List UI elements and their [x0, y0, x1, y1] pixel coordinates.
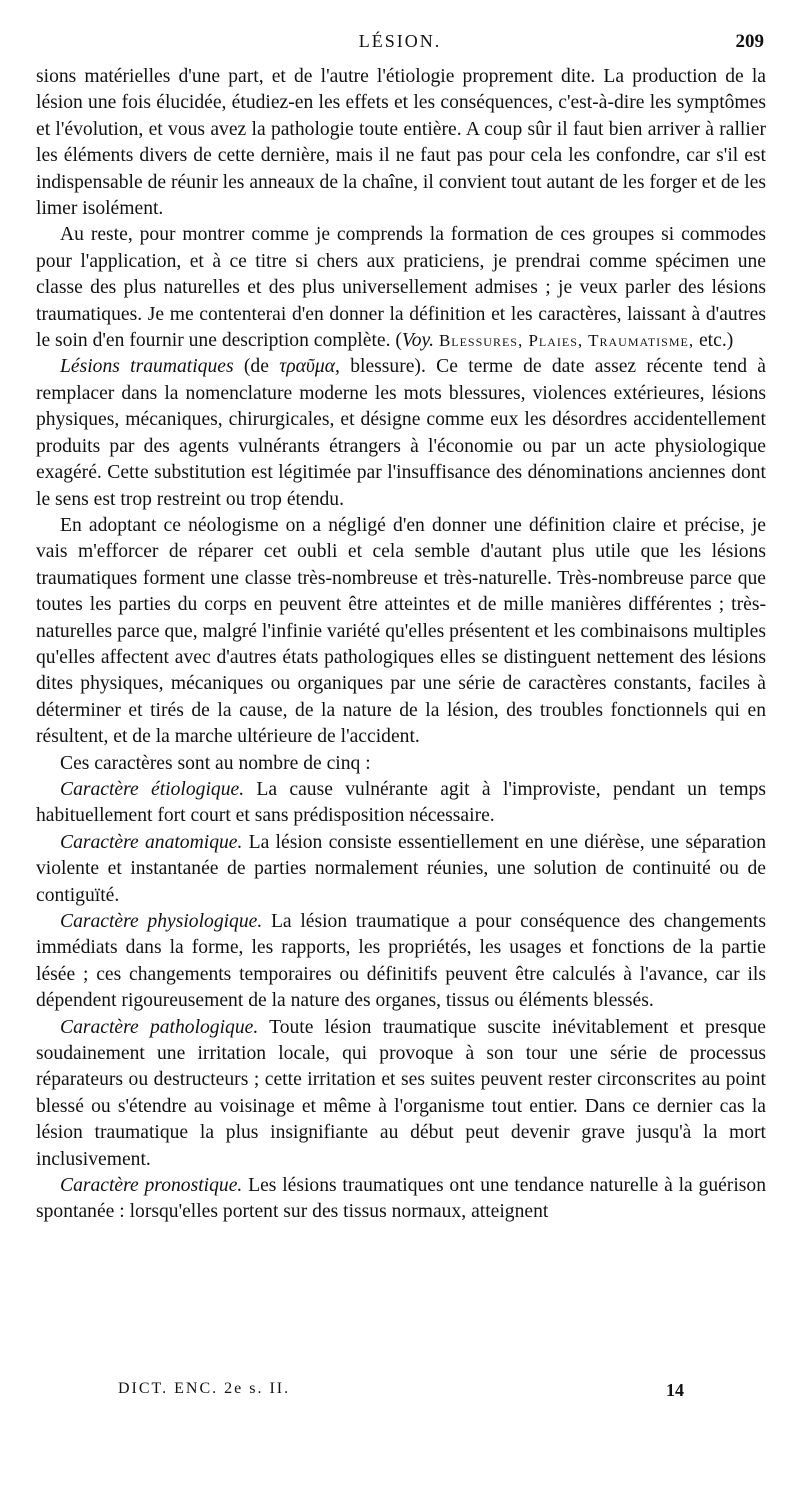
physiologique-text: La lésion traumatique a pour conséquence des changements immédiats dans la forme, les rapports, les propriétés, les usages et fonctions de la partie lésée ; ces changements temporaires ou définitifs peuvent être calculés à l'avance, car ils dépendent rigoureusement de la nature des organes, tissus ou éléments blessés. [36, 911, 766, 1012]
pronostique-text: Les lésions traumatiques ont une tendance naturelle à la guérison spontanée : lorsqu'elles portent sur des tissus normaux, atteignent [36, 1175, 766, 1223]
term-physiologique: Caractère physiologique. [60, 911, 263, 932]
caractere-physiologique [36, 909, 766, 1015]
sheet-number: 14 [666, 1380, 684, 1400]
term-etiologique: Caractère étiologique. [60, 778, 245, 800]
running-title: LÉSION. [358, 31, 442, 51]
body-text [36, 64, 766, 1226]
paragraph-2-text: Au reste, pour montrer comme je comprends la formation de ces groupes si commodes pour l'application, et à ce titre si chers aux praticiens, je prendrai comme spécimen une classe des plus naturelles et des plus universellement admises ; je veux parler des lésions traumatiques. Je me contenterai d'en donner la définition et les caractères, laissant à d'autres le soin d'en fournir une description complète. ( [36, 224, 766, 352]
paragraph-2 [36, 222, 766, 354]
printer-signature: DICT. ENC. 2e s. II. [118, 1380, 291, 1397]
paragraph-4-text: En adoptant ce néologisme on a négligé d'en donner une définition claire et précise, je vais m'efforcer de réparer cet oubli et cela semble d'autant plus utile que les lésions traumatiques forment une classe très-nombreuse et très-naturelle. Très-nombreuse parce que toutes les parties du corps en peuvent être atteintes et de mille manières différentes ; très-naturelles parce que, malgré l'infinie variété qu'elles présentent et les combinaisons multiples qu'elles affectent avec d'autres états pathologiques elles se distinguent nettement des lésions dites physiques, mécaniques ou organiques par une série de caractères constants, faciles à déterminer et tirés de la cause, de la nature de la lésion, des troubles fonctionnels qui en résultent, et de la marche ultérieure de l'accident. [36, 514, 766, 748]
caractere-anatomique [36, 830, 766, 909]
cross-references: Blessures, Plaies, Traumatisme, [438, 331, 695, 351]
definition-text: blessure). Ce terme de date assez récente tend à remplacer dans la nomenclature moderne les mots blessures, violences extérieures, lésions physiques, mécaniques, chirurgicales, et désigne comme eux les désordres accidentellement produits par des agents vulnérants étrangers à l'économie ou par un acte physiologique exagéré. Cette substitution est légitimée par l'insuffisance des dénominations anciennes dont le sens est trop restreint ou trop étendu. [36, 356, 766, 510]
paragraph-5 [36, 751, 766, 777]
term-anatomique: Caractère anatomique. [60, 831, 243, 853]
caractere-pathologique [36, 1015, 766, 1173]
greek-word: τραῦμα, [279, 356, 340, 378]
caractere-pronostique [36, 1173, 766, 1226]
paragraph-2-end: etc.) [694, 330, 734, 352]
paragraph-1-text: sions matérielles d'une part, et de l'autre l'étiologie proprement dite. La production de la lésion une fois élucidée, étudiez-en les effets et les conséquences, c'est-à-dire les symptômes et l'évolution, et vous avez la pathologie toute entière. A coup sûr il faut bien arriver à rallier les éléments divers de cette dernière, mais il ne faut pas pour cela les confondre, car s'il est indispensable de réunir les anneaux de la chaîne, il convient tout autant de les forger et de les limer isolément. [36, 66, 766, 220]
term-lesions-traumatiques: Lésions traumatiques [60, 356, 234, 378]
pathologique-text: Toute lésion traumatique suscite inévitablement et presque soudainement une irritation locale, qui provoque à son tour une série de processus réparateurs ou destructeurs ; cette irritation et ses suites peuvent rester circonscrites au point blessé ou s'étendre au voisinage et même à l'organisme tout entier. Dans ce dernier cas la lésion traumatique la plus insignifiante au début peut devenir grave jusqu'à la mort inclusivement. [36, 1016, 766, 1170]
paragraph-definition [36, 354, 766, 512]
term-pronostique: Caractère pronostique. [60, 1175, 243, 1197]
anatomique-text: La lésion consiste essentiellement en une diérèse, une séparation violente et instantanée de parties normalement réunies, une solution de continuité ou de contiguïté. [36, 831, 766, 906]
paragraph-4 [36, 513, 766, 751]
paragraph-5-text: Ces caractères sont au nombre de cinq : [60, 752, 371, 774]
caractere-etiologique [36, 777, 766, 830]
term-pathologique: Caractère pathologique. [60, 1016, 259, 1038]
etym-prefix: (de [233, 356, 280, 378]
page-header [36, 31, 764, 57]
etiologique-text: La cause vulnérante agit à l'improviste, pendant un temps habituellement fort court et sans prédisposition nécessaire. [36, 778, 766, 827]
page-number: 209 [735, 31, 764, 52]
page-footer [36, 1380, 766, 1404]
paragraph-1 [36, 64, 766, 222]
voy-abbrev: Voy. [401, 330, 435, 352]
